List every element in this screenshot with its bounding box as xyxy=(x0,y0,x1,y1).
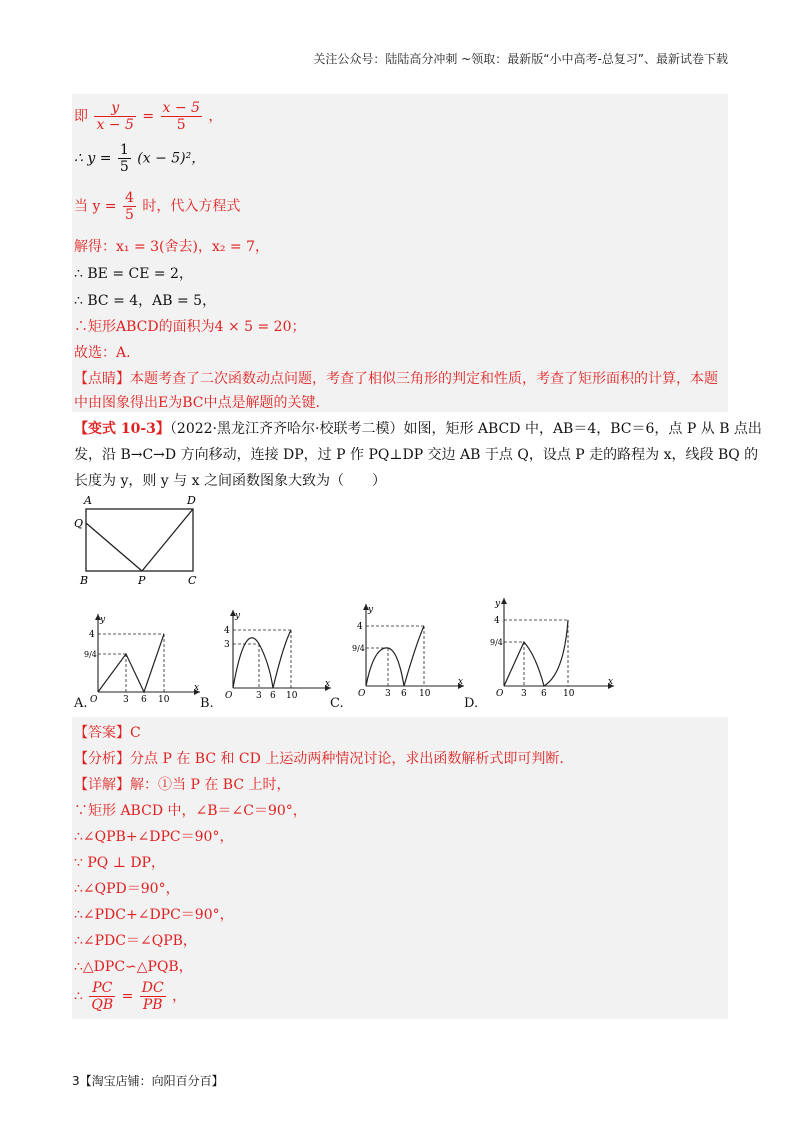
comment-line-2: 中由图象得出E为BC中点是解题的关键. xyxy=(74,395,320,411)
svg-text:y: y xyxy=(368,605,374,615)
svg-text:9/4: 9/4 xyxy=(490,638,503,647)
label-A: A xyxy=(84,494,92,507)
solution-line-1: 即 $\frac{y}{x - 5}$ = $\frac{x - 5}{5}$ ， xyxy=(74,100,223,134)
step-8: ∴ $\frac{PC}{QB}$ = $\frac{DC}{PB}$ ， xyxy=(74,980,187,1014)
step-4: ∴∠QPD＝90°， xyxy=(74,881,180,897)
svg-text:6: 6 xyxy=(401,689,407,699)
option-b-label: B. xyxy=(200,696,214,711)
svg-text:6: 6 xyxy=(270,691,276,701)
answer-line: 【答案】C xyxy=(74,725,141,741)
svg-text:y: y xyxy=(495,599,501,609)
svg-text:3: 3 xyxy=(224,640,230,650)
label-P: P xyxy=(138,574,146,587)
svg-text:y: y xyxy=(235,611,241,621)
step-5: ∴∠PDC+∠DPC＝90°， xyxy=(74,907,234,923)
svg-text:x: x xyxy=(325,679,331,689)
option-c-label: C. xyxy=(330,696,344,711)
svg-text:O: O xyxy=(90,695,98,705)
comment-line-1: 【点睛】本题考查了二次函数动点问题，考查了相似三角形的判定和性质，考查了矩形面积的计算，本题 xyxy=(74,371,718,387)
option-d-graph xyxy=(480,594,616,698)
problem-line-3: 长度为 y，则 y 与 x 之间函数图象大致为（ ） xyxy=(74,473,386,489)
svg-text:6: 6 xyxy=(141,695,147,705)
step-6: ∴∠PDC＝∠QPB， xyxy=(74,933,197,949)
svg-text:O: O xyxy=(496,689,504,698)
label-B: B xyxy=(80,574,89,587)
svg-text:4: 4 xyxy=(357,622,363,632)
solution-line-3: 当 y = $\frac{4}{5}$ 时，代入方程式 xyxy=(74,190,241,224)
svg-text:10: 10 xyxy=(286,691,298,701)
solution-line-4: 解得：x₁ = 3(舍去)，x₂ = 7， xyxy=(74,239,270,255)
svg-text:x: x xyxy=(194,683,200,693)
svg-text:x: x xyxy=(458,677,464,687)
svg-text:4: 4 xyxy=(224,626,230,636)
svg-text:9/4: 9/4 xyxy=(352,644,365,653)
solution-line-2: ∴ y = $\frac{1}{5}$ (x − 5)²， xyxy=(74,142,206,176)
step-2: ∴∠QPB+∠DPC＝90°， xyxy=(74,829,234,845)
svg-text:10: 10 xyxy=(563,689,575,698)
analysis-line: 【分析】分点 P 在 BC 和 CD 上运动两种情况讨论，求出函数解析式即可判断. xyxy=(74,751,564,767)
svg-text:x: x xyxy=(608,677,614,687)
svg-text:10: 10 xyxy=(158,695,170,705)
option-a-graph xyxy=(72,610,202,710)
option-a-label: A. xyxy=(74,696,88,711)
svg-text:4: 4 xyxy=(89,630,95,640)
svg-text:O: O xyxy=(225,691,233,701)
page-header: 关注公众号：陆陆高分冲刺 ~领取：最新版“小中高考-总复习”、最新试卷下载 xyxy=(313,52,728,66)
solution-line-7: ∴矩形ABCD的面积为4 × 5 = 20； xyxy=(74,319,306,335)
label-Q: Q xyxy=(74,517,84,530)
label-D: D xyxy=(187,494,196,507)
page-footer: 3【淘宝店铺：向阳百分百】 xyxy=(72,1074,224,1088)
svg-text:3: 3 xyxy=(123,695,129,705)
step-3: ∵ PQ ⊥ DP， xyxy=(74,855,165,871)
solution-line-8: 故选：A. xyxy=(74,345,131,361)
option-c-graph xyxy=(336,600,466,700)
problem-line-1: 【变式 10-3】（2022·黑龙江齐齐哈尔·校联考二模）如图，矩形 ABCD 中，AB＝4，BC＝6，点 P 从 B 点出 xyxy=(74,421,762,437)
option-d-label: D. xyxy=(464,696,479,711)
svg-text:O: O xyxy=(358,689,366,699)
step-1: ∵矩形 ABCD 中，∠B＝∠C＝90°， xyxy=(74,803,307,819)
svg-text:3: 3 xyxy=(385,689,391,699)
svg-text:10: 10 xyxy=(419,689,431,699)
detail-line: 【详解】解：①当 P 在 BC 上时， xyxy=(74,777,291,793)
step-7: ∴△DPC∽△PQB， xyxy=(74,959,193,975)
svg-text:6: 6 xyxy=(541,689,547,698)
svg-text:4: 4 xyxy=(494,616,500,626)
problem-line-2: 发，沿 B→C→D 方向移动，连接 DP，过 P 作 PQ⊥DP 交边 AB 于点 Q，设点 P 走的路程为 x，线段 BQ 的 xyxy=(74,447,759,463)
svg-text:9/4: 9/4 xyxy=(84,650,97,659)
solution-line-5: ∴ BE = CE = 2， xyxy=(74,266,193,282)
label-C: C xyxy=(188,574,197,587)
option-b-graph xyxy=(203,606,333,706)
solution-line-6: ∴ BC = 4，AB = 5， xyxy=(74,293,217,309)
svg-text:3: 3 xyxy=(521,689,527,698)
problem-tag: 【变式 10-3】 xyxy=(74,421,170,437)
svg-text:y: y xyxy=(100,615,106,625)
rectangle-figure xyxy=(72,490,212,590)
svg-text:3: 3 xyxy=(256,691,262,701)
